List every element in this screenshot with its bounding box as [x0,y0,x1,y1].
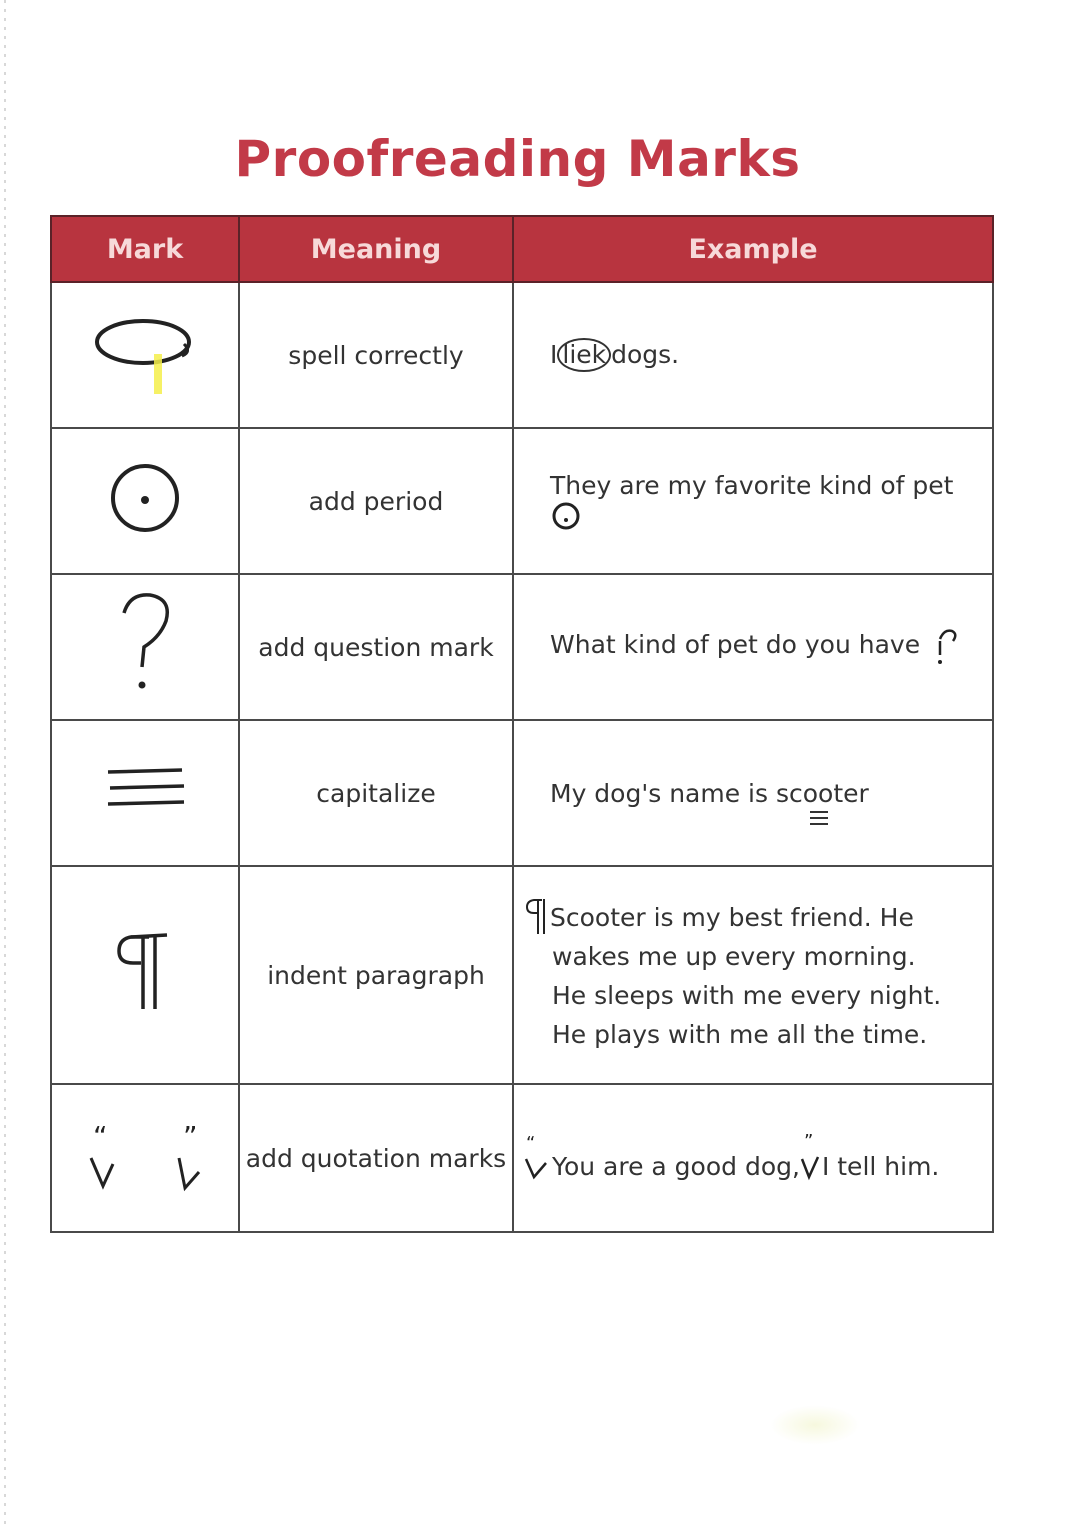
example-line: wakes me up every morning. [552,942,916,971]
example-text: Scooter is my best friend. He [550,903,914,932]
example-cell [513,282,993,428]
proofreading-table [50,215,994,1233]
example-line: He plays with me all the time. [552,1020,928,1049]
example-text: dogs. [611,340,680,369]
example-cell [513,574,993,720]
example-text: I tell him. [821,1152,940,1181]
page-title: Proofreading Marks [234,130,801,188]
table-row [51,720,993,866]
meaning-cell: add quotation marks [239,1084,513,1232]
period-circle-icon [105,458,185,538]
meaning-cell: spell correctly [239,282,513,428]
meaning-cell: capitalize [239,720,513,866]
example-text: My dog's name is [550,778,776,808]
table-row [51,866,993,1084]
table-row [51,282,993,428]
table-row [51,428,993,574]
mark-cell [51,282,239,428]
quotation-caret-icon [75,1110,215,1200]
svg-text:”: ” [183,1120,198,1153]
table-row [51,574,993,720]
quotation-caret-icon [522,1133,552,1183]
meaning-cell: add period [239,428,513,574]
example-cell [513,866,993,1084]
triple-underline-icon [808,809,830,829]
mark-cell [51,1084,239,1232]
header-meaning: Meaning [239,216,513,282]
svg-text:“: “ [526,1133,536,1154]
example-text: What kind of pet do you have [550,630,921,659]
example-line: He sleeps with me every night. [552,981,942,1010]
quotation-caret-icon [800,1133,822,1183]
table-row [51,1084,993,1232]
marked-word-text: scooter [775,778,869,808]
meaning-cell: indent paragraph [239,866,513,1084]
example-cell [513,1084,993,1232]
mark-cell [51,428,239,574]
period-circle-icon [550,501,582,531]
page-edge [4,0,6,1527]
pilcrow-icon [115,927,175,1017]
misspelled-word: liek [557,338,611,372]
example-text: You are a good dog, [552,1152,800,1181]
triple-underline-icon [100,760,190,820]
mark-cell [51,720,239,866]
example-text: I [550,340,558,369]
svg-text:“: “ [93,1120,108,1153]
question-mark-icon [110,589,180,699]
mark-cell [51,574,239,720]
spell-circle-icon [90,302,200,402]
marked-word [776,779,869,808]
example-cell [513,428,993,574]
mark-cell [51,866,239,1084]
example-text: They are my favorite kind of pet [550,471,954,500]
header-row [51,216,993,282]
question-mark-icon [934,627,960,667]
pilcrow-icon [524,896,550,936]
example-cell [513,720,993,866]
header-example: Example [513,216,993,282]
example-line [524,896,991,937]
svg-text:”: ” [803,1133,814,1152]
header-mark: Mark [51,216,239,282]
meaning-cell: add question mark [239,574,513,720]
highlight-smudge [770,1405,860,1445]
